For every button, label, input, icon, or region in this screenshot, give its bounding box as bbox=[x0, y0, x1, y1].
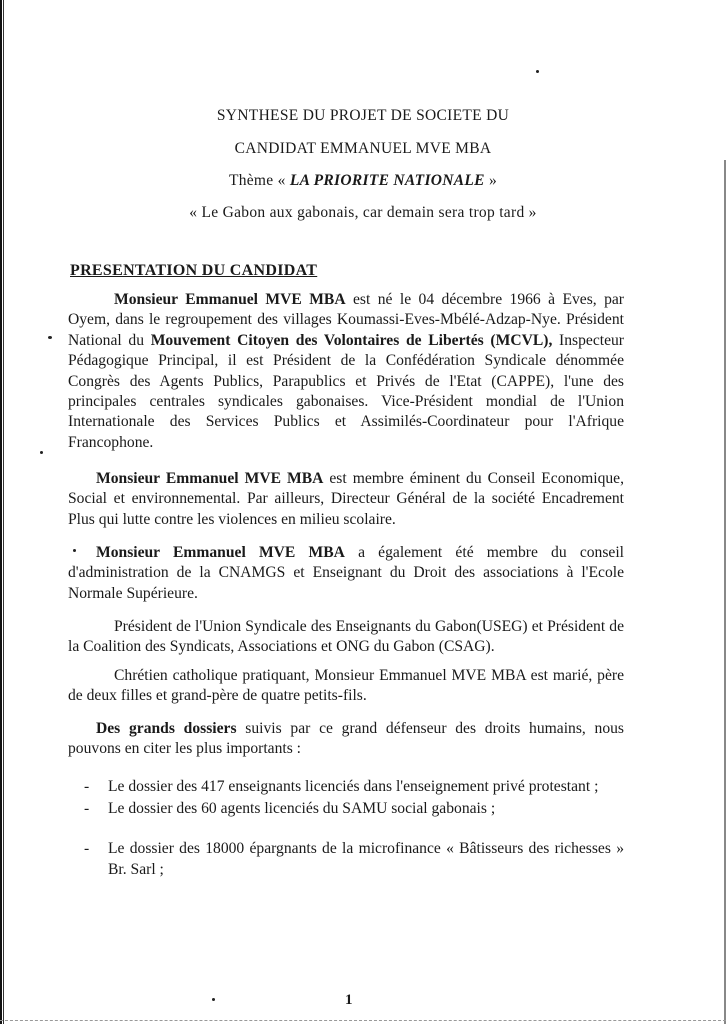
theme-suffix: » bbox=[489, 172, 498, 189]
bullet-marker: - bbox=[84, 800, 90, 817]
scan-speck bbox=[536, 70, 539, 73]
slogan: « Le Gabon aux gabonais, car demain sera trop tard » bbox=[189, 204, 537, 221]
dossier-list bbox=[84, 776, 624, 880]
list-item bbox=[84, 776, 624, 797]
paragraph-text: Président de l'Union Syndicale des Enseignants du Gabon(USEG) et Président de la Coalition des Syndicats, Associations et ONG du Gabon (CSAG). bbox=[68, 618, 624, 656]
theme-title: LA PRIORITE NATIONALE bbox=[289, 172, 485, 189]
paragraph-text: Inspecteur Pédagogique Principal, il est Président de la Confédération Syndicale dénommée Congrès des Agents Publics, Parapublics et Privés de l'Etat (CAPPE), l'une des principales centrales syndicales gabonaises. Vice-Président mondial de l'Union Internationale des Services Publics et Assimilés-Coordinateur pour l'Afrique Francophone. bbox=[68, 331, 624, 451]
paragraph-birth-bio bbox=[68, 290, 624, 453]
paragraph-cnamgs bbox=[68, 543, 624, 604]
list-item-text: Le dossier des 60 agents licenciés du SAMU social gabonais ; bbox=[108, 800, 496, 817]
paragraph-text: a également été membre du conseil d'administration de la CNAMGS et Enseignant du Droit des associations à l'Ecole Normale Supérieure. bbox=[68, 544, 624, 602]
bullet-marker: - bbox=[84, 778, 90, 795]
paragraph-useg bbox=[68, 617, 624, 658]
paragraph-dossiers bbox=[68, 719, 624, 760]
candidate-name: Monsieur Emmanuel MVE MBA bbox=[96, 544, 345, 561]
scan-speck bbox=[48, 336, 52, 339]
paragraph-council bbox=[68, 469, 624, 530]
title-line-2: CANDIDAT EMMANUEL MVE MBA bbox=[234, 140, 492, 157]
list-item-text: Le dossier des 417 enseignants licenciés dans l'enseignement privé protestant ; bbox=[108, 778, 599, 795]
scan-speck bbox=[40, 451, 43, 454]
paragraph-text: suivis par ce grand défenseur des droits humains, nous pouvons en citer les plus importants : bbox=[68, 720, 625, 758]
dossiers-lead: Des grands dossiers bbox=[96, 720, 237, 737]
section-title: PRESENTATION DU CANDIDAT bbox=[70, 262, 318, 279]
paragraph-text: est membre éminent du Conseil Economique, Social et environnemental. Par ailleurs, Directeur Général de la société Encadrement Plus qui lutte contre les violences en milieu scolaire. bbox=[68, 470, 624, 528]
theme-prefix: Thème « bbox=[228, 172, 286, 189]
theme-line bbox=[0, 172, 726, 190]
scan-speck bbox=[212, 998, 215, 1001]
page-number: 1 bbox=[345, 992, 353, 1008]
list-item-text: Le dossier des 18000 épargnants de la microfinance « Bâtisseurs des richesses » Br. Sarl ; bbox=[108, 840, 624, 878]
list-item bbox=[84, 798, 624, 819]
movement-name: Mouvement Citoyen des Volontaires de Libertés (MCVL), bbox=[150, 331, 553, 349]
list-item bbox=[84, 838, 624, 880]
paragraph-text: Chrétien catholique pratiquant, Monsieur Emmanuel MVE MBA est marié, père de deux filles et grand-père de quatre petits-fils. bbox=[68, 667, 624, 705]
paragraph-family bbox=[68, 666, 624, 707]
paragraph-text: est né le 04 décembre 1966 à Eves, par Oyem, dans le regroupement des villages Koumassi-Eves-Mbélé-Adzap-Nye. Président National du bbox=[68, 291, 624, 349]
candidate-name: Monsieur Emmanuel MVE MBA bbox=[96, 470, 324, 487]
scan-speck bbox=[73, 549, 76, 552]
bullet-marker: - bbox=[84, 840, 90, 857]
title-line-1: SYNTHESE DU PROJET DE SOCIETE DU bbox=[216, 107, 510, 124]
candidate-name: Monsieur Emmanuel MVE MBA bbox=[114, 291, 346, 308]
